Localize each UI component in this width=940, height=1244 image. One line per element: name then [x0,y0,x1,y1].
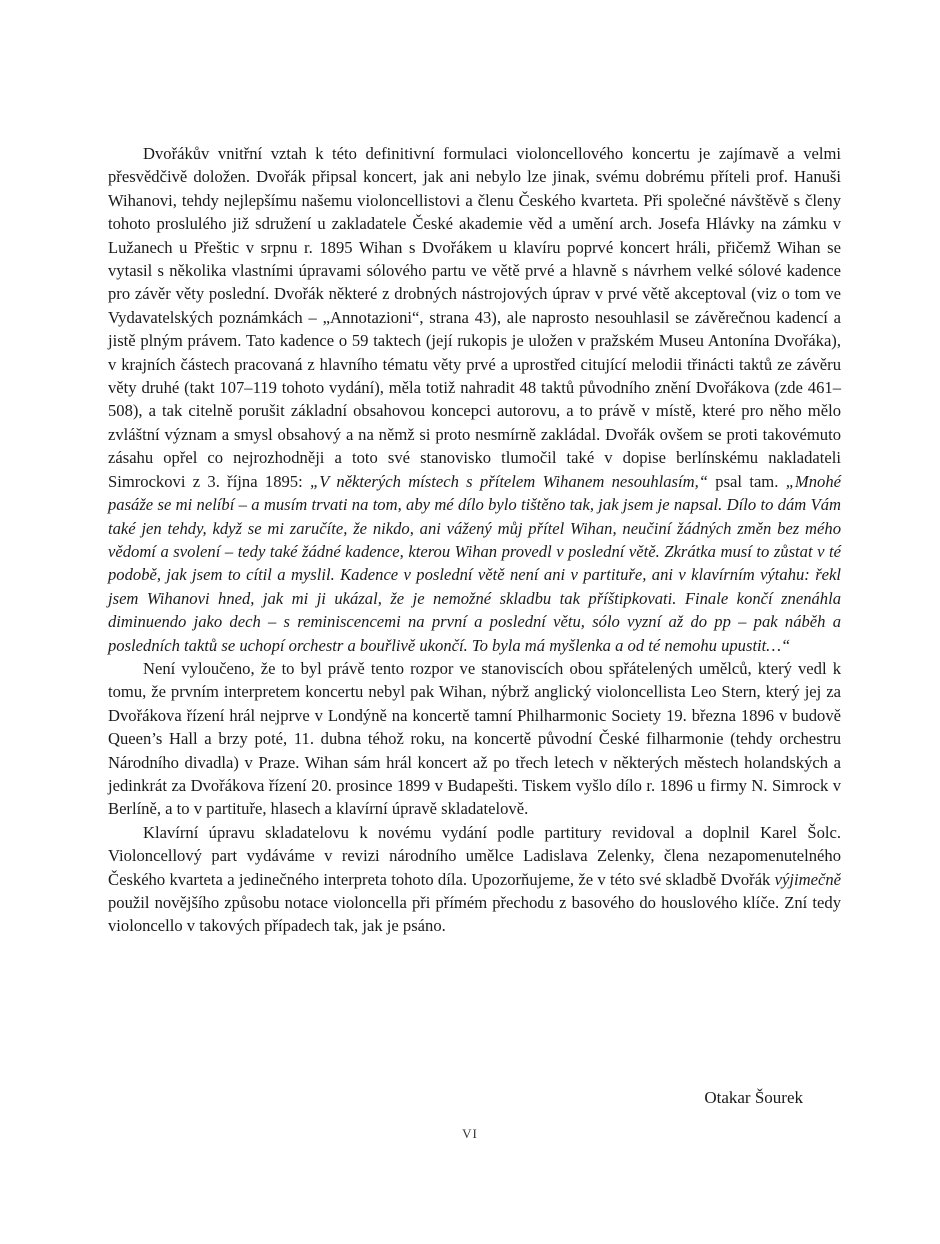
page-number: VI [462,1126,478,1141]
paragraph-1-quote-2: „Mnohé pasáže se mi nelíbí – a musím trvati na tom, aby mé dílo bylo tištěno tak, jak jsem je napsal. Dílo to dám Vám také jen tehdy, když se mi zaručíte, že nikdo, ani vážený můj přítel Wihan, neučiní žádných změn bez mého vědomí a svolení – tedy také žádné kadence, kterou Wihan provedl v poslední větě. Zkrátka musí to zůstat v té podobě, jak jsem to cítil a myslil. Kadence v poslední větě není ani v partituře, ani v klavírním výtahu: řekl jsem Wihanovi hned, jak mi ji ukázal, že je nemožné skladbu tak příštipkovati. Finale končí znenáhla diminuendo jako dech – s reminiscencemi na první a poslední větu, sólo vyzní až do pp – pak náběh a posledních taktů se uchopí orchestr a bouřlivě ukončí. To byla má myšlenka a od té nemohu upustit…“ [108,471,841,655]
paragraph-3 [108,821,841,938]
body-text [108,142,841,938]
paragraph-1 [108,142,841,657]
paragraph-3-emphasis: výjimečně [774,869,841,889]
paragraph-3-text-start: Klavírní úpravu skladatelovu k novému vydání podle partitury revidoval a doplnil Karel Šolc. Violoncellový part vydáváme v revizi národního umělce Ladislava Zelenky, člena nezapomenutelného Českého kvarteta a jedinečného interpreta tohoto díla. Upozorňujeme, že v této své skladbě Dvořák [108,822,841,889]
paragraph-2-text: Není vyloučeno, že to byl právě tento rozpor ve stanoviscích obou spřátelených umělců, který vedl k tomu, že prvním interpretem koncertu nebyl pak Wihan, nýbrž anglický violoncellista Leo Stern, který jej za Dvořákova řízení hrál nejprve v Londýně na koncertě tamní Philharmonic Society 19. března 1896 v budově Queen’s Hall a brzy poté, 11. dubna téhož roku, na koncertě původní České filharmonie (tehdy orchestru Národního divadla) v Praze. Wihan sám hrál koncert až po třech letech v některých městech holandských a jedinkrát za Dvořákova řízení 20. prosince 1899 v Budapešti. Tiskem vyšlo dílo r. 1896 u firmy N. Simrock v Berlíně, a to v partituře, hlasech a klavírní úpravě skladatelově. [108,658,841,819]
paragraph-1-quote-1: „V některých místech s přítelem Wihanem nesouhlasím,“ [310,471,708,491]
author-signature: Otakar Šourek [704,1088,803,1107]
paragraph-1-connector: psal tam. [707,471,786,491]
paragraph-1-text: Dvořákův vnitřní vztah k této definitivní formulaci violoncellového koncertu je zajímavě a velmi přesvědčivě doložen. Dvořák připsal koncert, jak ani nebylo lze jinak, svému dobrému příteli prof. Hanuši Wihanovi, tehdy nejlepšímu našemu violoncellistovi a členu Českého kvarteta. Při společné návštěvě s členy tohoto proslulého již sdružení u zakladatele České akademie věd a umění arch. Josefa Hlávky na zámku v Lužanech u Přeštic v srpnu r. 1895 Wihan s Dvořákem u klavíru poprvé koncert hráli, přičemž Wihan se vytasil s několika vlastními úpravami sólového partu ve větě prvé a hlavně s návrhem velké sólové kadence pro závěr věty poslední. Dvořák některé z drobných nástrojových úprav v prvé větě akceptoval (viz o tom ve Vydavatelských poznámkách – „Annotazioni“, strana 43), ale naprosto nesouhlasil se závěrečnou kadencí a jistě plným právem. Tato kadence o 59 taktech (její rukopis je uložen v pražském Museu Antonína Dvořáka), v krajních částech pracovaná z hlavního tématu věty prvé a uprostřed citující melodii třinácti taktů ze závěru věty druhé (takt 107–119 tohoto vydání), měla totiž nahradit 48 taktů původního znění Dvořákova (zde 461–508), a tak citelně porušit základní obsahovou koncepci autorovu, a to právě v místě, které pro něho mělo zvláštní význam a smysl obsahový a na němž si proto nesmírně zakládal. Dvořák ovšem se proti takovémuto zásahu opřel co nejrozhodněji a toto své stanovisko tlumočil také v dopise berlínskému nakladateli Simrockovi z 3. října 1895: [108,144,841,491]
paragraph-2 [108,657,841,821]
paragraph-3-text-end: použil novějšího způsobu notace violoncella při přímém přechodu z basového do houslového klíče. Zní tedy violoncello v takových případech tak, jak je psáno. [108,893,841,936]
